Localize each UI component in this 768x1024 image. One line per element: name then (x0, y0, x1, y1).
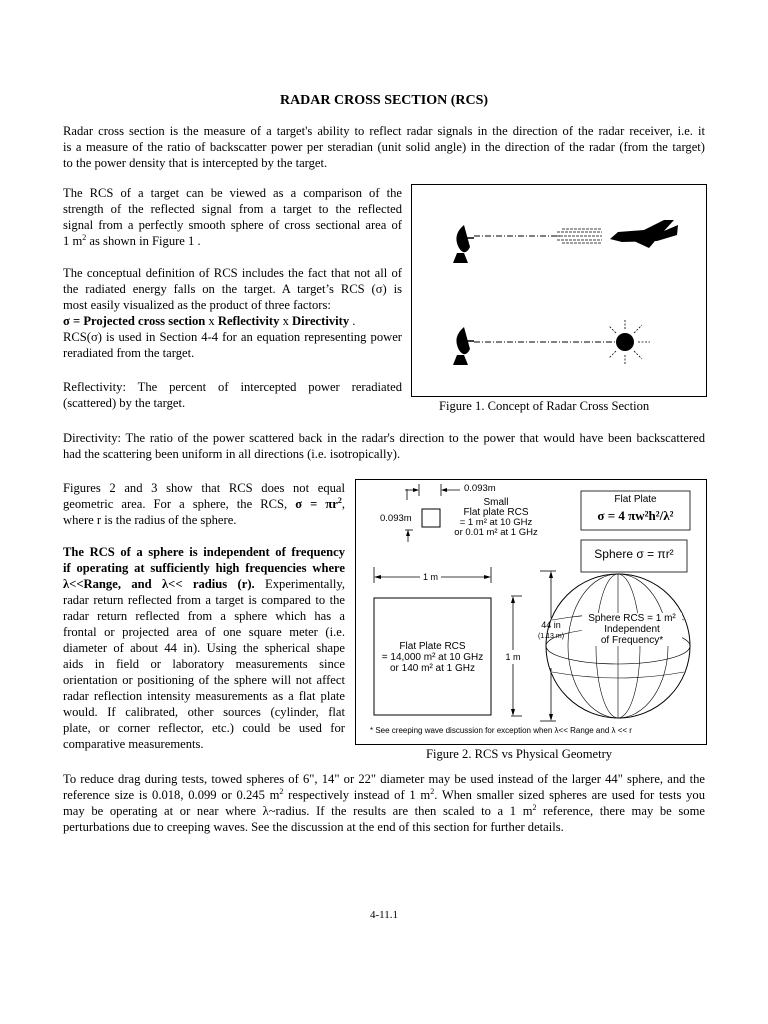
text-line: plate, or corner reflector, etc.) could be used for (63, 721, 345, 735)
label-line: = 14,000 m² at 10 GHz (381, 652, 484, 663)
superscript: 2 (337, 495, 342, 505)
bold-line: if operating at sufficiently high frequencies where (63, 561, 345, 575)
sphere-formula: Sphere σ = πr² (594, 547, 674, 561)
radar-dish-icon (453, 327, 474, 365)
sphere-rcs-label (582, 613, 682, 646)
times: x (279, 314, 293, 328)
label-line: Flat Plate RCS (399, 641, 466, 652)
label-line: Independent (604, 624, 660, 635)
figure-2-caption: Figure 2. RCS vs Physical Geometry (426, 747, 613, 761)
bold-line: The RCS of a sphere is independent of frequency (63, 545, 345, 559)
rcs-equation (63, 313, 402, 329)
text-line (63, 496, 345, 512)
flat-plate-formula: σ = 4 πw²h²/λ² (597, 508, 674, 523)
44-in-label (533, 620, 569, 642)
text-line: radar return reflected from a target is compared to the (63, 593, 345, 607)
dim-label: 1 m (422, 572, 438, 582)
text-line: radar return reflected from a sphere which has a (63, 609, 345, 623)
label-line: or 140 m² at 1 GHz (389, 663, 476, 674)
superscript: 2 (532, 802, 537, 812)
text-line: To reduce drag during tests, towed spheres of 6", 14" or 22" diameter may be used instead of the larger 44" sphere, and the (63, 772, 705, 786)
page-title: RADAR CROSS SECTION (RCS) (279, 93, 489, 108)
text: . (349, 314, 356, 328)
text-line: frontal or projected area of one square meter (i.e. (63, 625, 345, 639)
figure-1 (411, 184, 707, 397)
reflectivity-paragraph (63, 379, 402, 411)
label-line: (1.13 m) (537, 633, 565, 640)
comparison-paragraph (63, 185, 402, 249)
times: x (205, 314, 218, 328)
small-plate-label (441, 498, 551, 538)
text-line: most easily visualized as the product of three factors: (63, 298, 331, 312)
sphere-outline (546, 574, 690, 718)
intro-paragraph (63, 123, 705, 171)
text-line: had the scattering been uniform in all directions (i.e. isotropically). (63, 447, 401, 461)
text-line: where r is the radius of the sphere. (63, 513, 237, 527)
conceptual-paragraph (63, 265, 402, 361)
label-line: 44 in (541, 620, 561, 630)
eq-term: = Projected cross section (69, 314, 206, 328)
dim-label: 1 m (505, 652, 521, 662)
text: Experimentally, (254, 577, 345, 591)
text: reference, there may be some (536, 804, 705, 818)
text-line: the radiated energy falls on the target. A target’s RCS (σ) is (63, 282, 402, 296)
flat-plate-label: Flat Plate (614, 494, 657, 505)
sigma: σ (63, 314, 70, 328)
radar-dish-icon (453, 225, 474, 263)
text-line: The RCS of a target can be viewed as a comparison of the (63, 186, 402, 200)
eq-term: Directivity (292, 314, 350, 328)
figures23-paragraph (63, 480, 345, 528)
aircraft-icon (610, 220, 678, 248)
superscript: 2 (82, 232, 87, 242)
text-line (63, 233, 402, 249)
text: as shown in Figure 1 . (86, 234, 201, 248)
text-line: reradiated from the target. (63, 346, 195, 360)
text-line: would. If calibrated, other sources (cylinder, flat (63, 705, 345, 719)
eq-term: Reflectivity (217, 314, 280, 328)
dim-label: 0.093m (380, 513, 412, 524)
figure-2-footnote: * See creeping wave discussion for exception when λ<< Range and λ << r (370, 726, 632, 735)
text: 1 m (63, 234, 83, 248)
text-line: strength of the reflected signal from a target to the reflected (63, 202, 402, 216)
text-line: The conceptual definition of RCS includes the fact that not all of (63, 266, 402, 280)
figure-1-illustration (412, 185, 706, 396)
page-number: 4-11.1 (369, 909, 398, 921)
superscript: 2 (430, 786, 435, 796)
sphere-rcs-formula: σ = πr (295, 497, 338, 511)
text-line: signal from a perfectly smooth sphere of cross sectional area of (63, 218, 402, 232)
figure-2 (355, 479, 707, 745)
label-line: Small (483, 497, 509, 508)
text-line: Figures 2 and 3 show that RCS does not equal (63, 481, 345, 495)
text: may be operating at or near where λ~radius. If the results are then scaled to a 1 m (63, 804, 533, 818)
label-line: Sphere RCS = 1 m² (588, 613, 676, 624)
text: respectively instead of 1 m (283, 788, 431, 802)
text: , (341, 497, 345, 511)
small-plate (422, 509, 440, 527)
text-line: diameter of about 44 in). Using the spherical shape (63, 641, 345, 655)
intro-line: Radar cross section is the measure of a target's ability to reflect radar signals in the direction of the radar receiver, i.e. it (63, 124, 705, 138)
intro-line: is a measure of the ratio of backscatter power per steradian (unit solid angle) in the direction of the radar (from the target) (63, 140, 705, 154)
text-line: radar reflection intensity measurements as a flat plate (63, 689, 345, 703)
superscript: 2 (279, 786, 284, 796)
figure-1-caption: Figure 1. Concept of Radar Cross Section (439, 399, 650, 413)
label-line: = 1 m² at 10 GHz (459, 517, 533, 528)
text-line: RCS(σ) is used in Section 4-4 for an equation representing power (63, 330, 402, 344)
text-line: aids in field or laboratory measurements since (63, 657, 345, 671)
text-line: Directivity: The ratio of the power scattered back in the radar's direction to the power that would have been backscattered (63, 431, 705, 445)
label-line: Flat plate RCS (463, 507, 529, 518)
text: . When smaller sized spheres are used for tests you (434, 788, 705, 802)
text: reference size is 0.018, 0.099 or 0.245 m (63, 788, 280, 802)
sphere-icon (616, 333, 634, 351)
drag-paragraph (63, 771, 705, 835)
text-line: (scattered) by the target. (63, 396, 186, 410)
text: geometric area. For a sphere, the RCS, (63, 497, 296, 511)
label-line: of Frequency* (600, 635, 664, 646)
dim-label: 0.093m (464, 483, 496, 494)
flat-plate-rcs-label (374, 641, 491, 674)
label-line: or 0.01 m² at 1 GHz (454, 527, 538, 538)
text-line (63, 787, 705, 803)
directivity-paragraph (63, 430, 705, 462)
text-line: orientation or positioning of the sphere will not affect (63, 673, 345, 687)
text-line: Reflectivity: The percent of intercepted power reradiated (63, 380, 402, 394)
intro-line: to the power density that is intercepted by the target. (63, 156, 328, 170)
sphere-paragraph (63, 544, 345, 752)
text-line: comparative measurements. (63, 737, 204, 751)
text-line (63, 576, 345, 592)
text-line (63, 803, 705, 819)
bold-text: λ<<Range, and λ<< radius (r). (63, 577, 255, 591)
text-line: perturbations due to creeping waves. See the discussion at the end of this section for further details. (63, 820, 564, 834)
